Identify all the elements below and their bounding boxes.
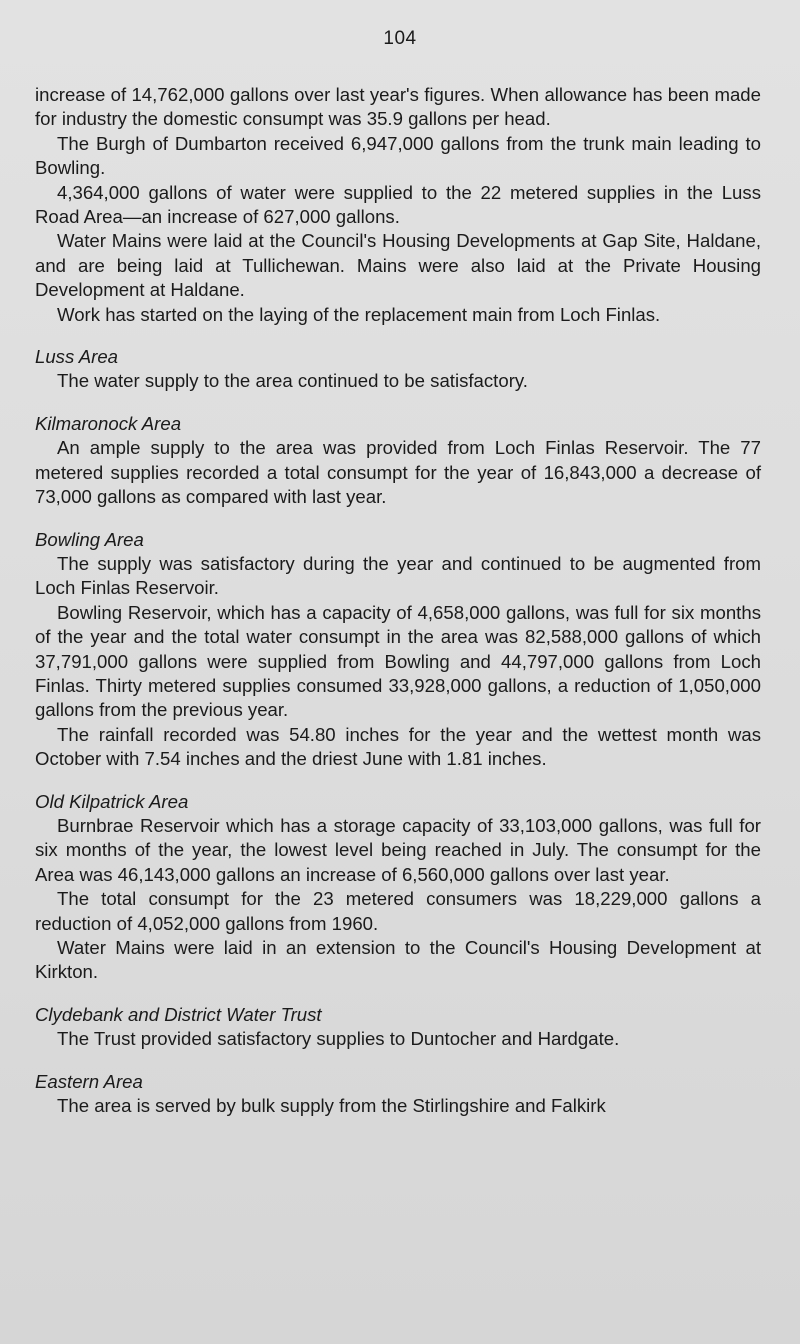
section-old-kilpatrick-area: [35, 790, 761, 985]
body-paragraph: 4,364,000 gallons of water were supplied to the 22 metered supplies in the Luss Road Area—an increase of 627,000 gallons.: [35, 181, 761, 228]
section-clydebank-water-trust: [35, 1003, 761, 1052]
section-heading: Bowling Area: [35, 528, 144, 550]
body-paragraph: The area is served by bulk supply from the Stirlingshire and Falkirk: [57, 1095, 606, 1117]
section-eastern-area: [35, 1070, 761, 1119]
section-bowling-area: [35, 528, 761, 772]
section-heading: Old Kilpatrick Area: [35, 790, 189, 812]
body-paragraph: The rainfall recorded was 54.80 inches for the year and the wettest month was October with 7.54 inches and the driest June with 1.81 inches.: [35, 723, 761, 770]
section-heading: Kilmaronock Area: [35, 412, 182, 434]
body-paragraph: Work has started on the laying of the replacement main from Loch Finlas.: [57, 303, 661, 325]
body-paragraph: The supply was satisfactory during the year and continued to be augmented from Loch Finlas Reservoir.: [35, 552, 761, 599]
body-paragraph: The total consumpt for the 23 metered consumers was 18,229,000 gallons a reduction of 4,052,000 gallons from 1960.: [35, 888, 761, 934]
body-paragraph: Burnbrae Reservoir which has a storage capacity of 33,103,000 gallons, was full for six months of the year, the lowest level being reached in July. The consumpt for the Area was 46,143,000 gallons an increase of 6,560,000 gallons over last year.: [35, 814, 761, 885]
section-heading: Clydebank and District Water Trust: [35, 1003, 322, 1025]
body-paragraph: Water Mains were laid at the Council's Housing Developments at Gap Site, Haldane, and are being laid at Tullichewan. Mains were also laid at the Private Housing Development at Haldane.: [35, 230, 761, 301]
section-heading: Eastern Area: [35, 1070, 143, 1092]
page-number: 104: [383, 28, 417, 49]
section-kilmaronock-area: [35, 412, 761, 510]
body-paragraph: The water supply to the area continued to be satisfactory.: [57, 370, 528, 392]
intro-block: [35, 83, 761, 327]
body-paragraph: An ample supply to the area was provided from Loch Finlas Reservoir. The 77 metered supplies recorded a total consumpt for the year of 16,843,000 a decrease of 73,000 gallons as compared with last year.: [35, 437, 761, 508]
body-paragraph: increase of 14,762,000 gallons over last year's figures. When allowance has been made for industry the domestic consumpt was 35.9 gallons per head.: [35, 84, 761, 130]
section-luss-area: [35, 345, 761, 394]
section-heading: Luss Area: [35, 346, 119, 368]
body-paragraph: Water Mains were laid in an extension to the Council's Housing Development at Kirkton.: [35, 937, 761, 983]
body-paragraph: Bowling Reservoir, which has a capacity of 4,658,000 gallons, was full for six months of the year and the total water consumpt in the area was 82,588,000 gallons of which 37,791,000 gallons were supplied from Bowling and 44,797,000 gallons from Loch Finlas. Thirty metered supplies consumed 33,928,000 gallons, a reduction of 1,050,000 gallons from the previous year.: [35, 601, 761, 721]
body-paragraph: The Burgh of Dumbarton received 6,947,000 gallons from the trunk main leading to Bowling.: [35, 132, 761, 179]
page-body: [35, 83, 761, 1118]
body-paragraph: The Trust provided satisfactory supplies to Duntocher and Hardgate.: [57, 1028, 620, 1050]
